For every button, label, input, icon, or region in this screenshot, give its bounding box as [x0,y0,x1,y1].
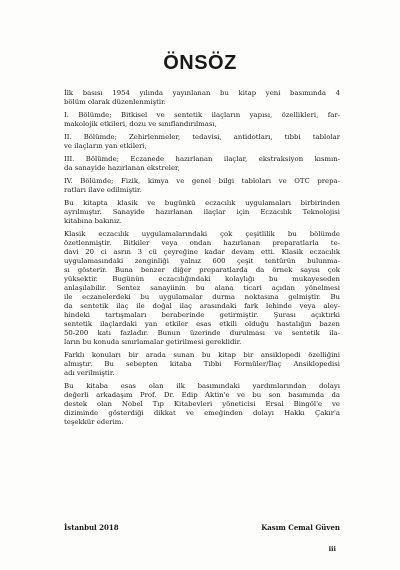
text-line: Bu kitapta klasik ve bugünkü eczacılık uygulamaları birbirinden [64,199,340,207]
text-line: davi 20 ci asrın 3 cü çeyreğine kadar devam etti. Klasik eczacılık [64,248,340,256]
text-line: IV. Bölümde; Fizik, kimya ve genel bilgi tabloları ve OTC prepa- [64,177,340,185]
text-line: yüksektir. Bugünün eczacılığındaki kolaylığı bu mukayeseden [64,275,340,283]
text-line: ve ilaçların yan etkileri, [64,142,147,150]
paragraph [64,382,340,427]
text-line: bölüm olarak düzenlenmiştir. [64,98,166,106]
text-line: İlk basısı 1954 yılında yayınlanan bu kitap yeni basımında 4 [64,89,340,97]
text-line: ratları ilave edilmiştir. [64,186,142,194]
paragraph [64,133,340,151]
paragraph [64,177,340,195]
text-line: destek olan Nobel Tıp Kitabevleri yöneticisi Ersal Bingöl'e ve [64,400,340,408]
text-line: III. Bölümde; Eczanede hazırlanan ilaçlar, ekstraksiyon kısmın- [64,155,340,163]
text-line: II. Bölümde; Zehirlenmeler, tedavisi, antidotları, tıbbi tablolar [64,133,340,141]
text-line: ayrılmıştır. Sanayide hazırlanan ilaçlar için Eczacılık Teknolojisi [64,208,340,216]
place-date: İstanbul 2018 [64,523,119,532]
text-line: makolojik etkileri, dozu ve sınıflandırılması, [64,120,217,128]
text-line: kitabına bakınız. [64,217,122,225]
text-line: Bu kitaba esas olan ilk basımındaki yardımlarından dolayı [64,382,340,390]
text-line: özetlenmiştir. Bitkiler veya ondan hazırlanan preparatlarla te- [64,239,340,247]
author-name: Kasım Cemal Güven [261,523,340,532]
paragraph [64,199,340,226]
text-line: Farklı konuları bir arada sunan bu kitap bir ansiklopedi özelliğini [64,351,340,359]
text-line: sentetik ilaçlardaki yan etkiler esas etkili olduğu hastalığın bazen [64,320,340,328]
text-line: anlaşılabilir. Sentez sanayiinin bu alana ticari açıdan yönelmesi [64,284,340,292]
text-line: da sanayide hazırlanan ekstreler, [64,164,180,172]
page-title: ÖNSÖZ [163,52,237,74]
text-line: Klasik eczacılık uygulamalarındaki çok çeşitlilik bu bölümde [64,230,340,238]
text-line: uygulamasındaki zenginliği yalnız 600 çeşit tentürün bulunma- [64,257,340,265]
text-line: ile eczanelerdeki bu uygulamalar durma noktasına gelmiştir. Bu [64,293,340,301]
paragraph [64,230,340,347]
text-line: adı verilmiştir. [64,369,115,377]
paragraph [64,155,340,173]
page-number: iii [328,545,336,553]
text-line: hindeki tartışmaları beraberinde getirmiştir. Şurası açıktırki [64,311,340,319]
paragraph [64,111,340,129]
preface-body [64,89,340,431]
text-line: sı gösterir. Buna benzer diğer preparatlarda da örnek sayısı çok [64,266,340,274]
signature-line [64,523,340,532]
text-line: 50-200 katı fazladır. Bunun üzerinde durulması ve sentetik ila- [64,329,340,337]
text-line: teşekkür ederim. [64,418,124,426]
paragraph [64,89,340,107]
text-line: almıştır. Bu sebepten kitaba Tıbbi Formüler/İlaç Ansiklopedisi [64,360,340,368]
text-line: diziminde gösterdiği dikkat ve emeğinden dolayı Hakkı Çakır'a [64,409,340,417]
text-line: değerli arkadaşım Prof. Dr. Edip Aktin'e ve bu son basımında da [64,391,340,399]
text-line: I. Bölümde; Bitkisel ve sentetik ilaçların yapısı, özellikleri, far- [64,111,340,119]
paragraph [64,351,340,378]
text-line: da sentetik ilaç ile doğal ilaç arasındaki fark lehinde veya aley- [64,302,340,310]
text-line: ların bu konuda sınırlamalar getirilmesi gereklidir. [64,338,242,346]
